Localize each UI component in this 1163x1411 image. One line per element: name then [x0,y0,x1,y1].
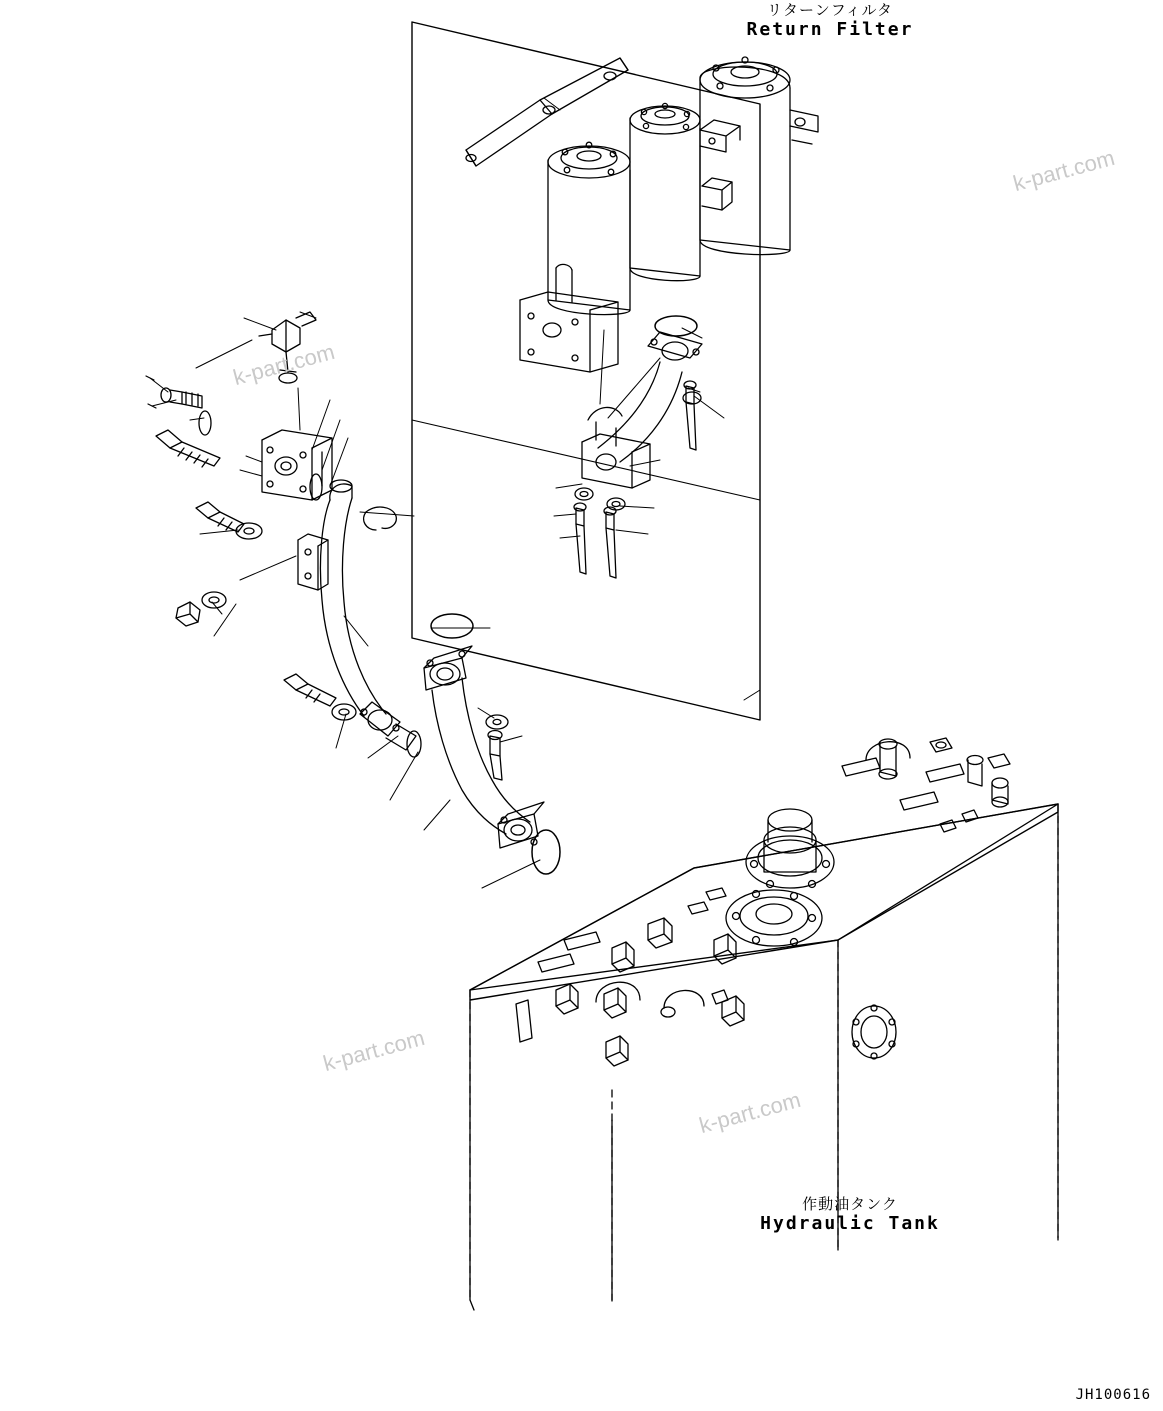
label-hydraulic-tank-jp: 作動油タンク [802,1196,898,1213]
watermark: k-part.com [696,1086,804,1139]
watermark: k-part.com [1010,144,1118,197]
label-return-filter [700,2,960,41]
watermark: k-part.com [230,338,338,391]
label-return-filter-jp: リターンフィルタ [767,2,893,19]
label-hydraulic-tank [715,1196,985,1235]
drawing-code: JH100616 [1075,1387,1151,1403]
label-hydraulic-tank-en: Hydraulic Tank [760,1213,940,1234]
label-return-filter-en: Return Filter [746,19,914,40]
watermark: k-part.com [320,1024,428,1077]
